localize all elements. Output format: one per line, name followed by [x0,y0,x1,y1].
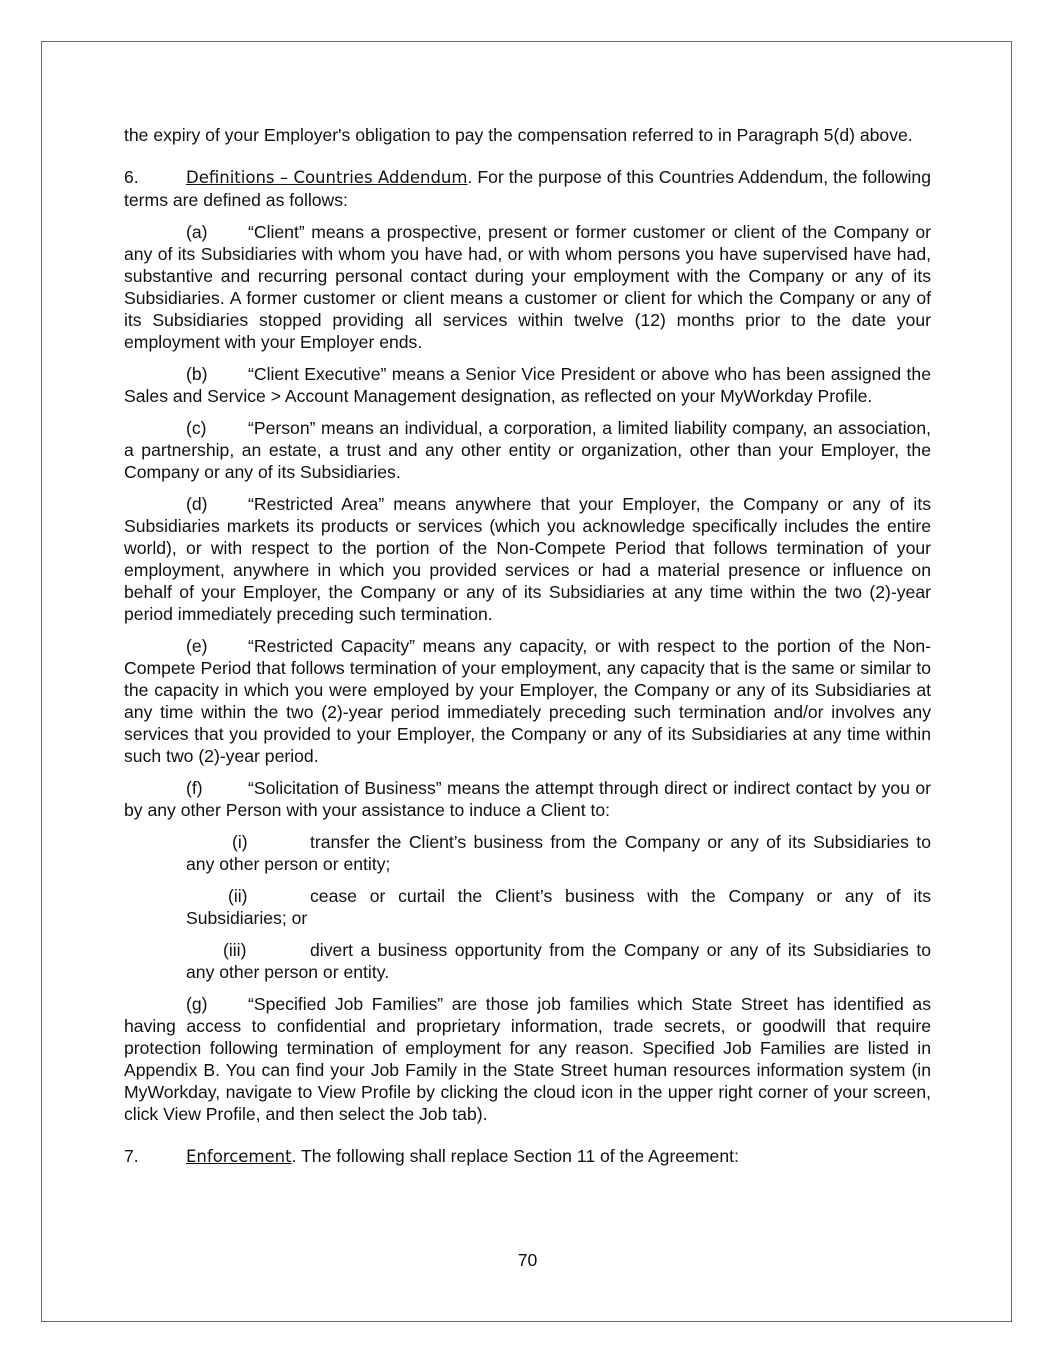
section-6-number: 6. [124,167,139,187]
definition-text: “Restricted Area” means anywhere that your Employer, the Company or any of its Subsidiaries markets its products or services (which you acknowledge specifically includes the entire world), or with respect to the portion of the Non-Compete Period that follows termination of your employment, anywhere in which you provided services or had a material presence or influence on behalf of your Employer, the Company or any of its Subsidiaries at any time within the two (2)-year period immediately preceding such termination. [124,494,931,624]
definition-label: (f) [186,778,203,798]
subitem-text: transfer the Client’s business from the Company or any of its Subsidiaries to any other person or entity; [186,832,931,874]
continuation-paragraph: the expiry of your Employer's obligation to pay the compensation referred to in Paragraph 5(d) above. [124,125,913,145]
subitem-ii [186,885,931,929]
section-7-title: Enforcement [186,1147,292,1166]
subitem-text: divert a business opportunity from the Company or any of its Subsidiaries to any other person or entity. [186,940,931,982]
subitem-label: (iii) [223,940,247,960]
definition-b [124,363,931,407]
section-6-intro: . For the purpose of this Countries Addendum, the following terms are defined as follows: [124,167,931,210]
definition-e [124,635,931,767]
definition-text: “Specified Job Families” are those job families which State Street has identified as having access to confidential and proprietary information, trade secrets, or goodwill that require protection following termination of employment for any reason. Specified Job Families are listed in Appendix B. You can find your Job Family in the State Street human resources information system (in MyWorkday, navigate to View Profile by clicking the cloud icon in the upper right corner of your screen, click View Profile, and then select the Job tab). [124,994,931,1124]
definition-text: “Person” means an individual, a corporation, a limited liability company, an association, a partnership, an estate, a trust and any other entity or organization, other than your Employer, the Company or any of its Subsidiaries. [124,418,931,482]
definition-label: (b) [186,364,208,384]
section-7-heading [124,1145,931,1168]
definition-label: (d) [186,494,208,514]
section-6-heading [124,166,931,211]
definition-text: “Client” means a prospective, present or former customer or client of the Company or any of its Subsidiaries with whom you have had, or with whom persons you have supervised have had, substantive and recurring personal contact during your employment with the Company or any of its Subsidiaries. A former customer or client means a customer or client for which the Company or any of its Subsidiaries stopped providing all services within twelve (12) months prior to the date your employment with your Employer ends. [124,222,931,352]
section-7-intro: . The following shall replace Section 11 of the Agreement: [291,1146,739,1166]
definition-c [124,417,931,483]
definition-g [124,993,931,1125]
definition-label: (g) [186,994,208,1014]
document-body [124,124,931,1168]
definition-f [124,777,931,821]
page-number: 70 [517,1250,538,1270]
subitem-label: (i) [232,832,248,852]
definition-text: “Client Executive” means a Senior Vice President or above who has been assigned the Sales and Service > Account Management designation, as reflected on your MyWorkday Profile. [124,364,931,406]
subitem-label: (ii) [228,886,248,906]
subitem-iii [186,939,931,983]
section-6-title: Definitions – Countries Addendum [186,168,468,187]
subitem-i [186,831,931,875]
definition-label: (e) [186,636,208,656]
definition-label: (c) [186,418,207,438]
definition-label: (a) [186,222,208,242]
subitem-text: cease or curtail the Client’s business with the Company or any of its Subsidiaries; or [186,886,931,928]
section-7-number: 7. [124,1146,139,1166]
definition-text: “Restricted Capacity” means any capacity, or with respect to the portion of the Non-Compete Period that follows termination of your employment, any capacity that is the same or similar to the capacity in which you were employed by your Employer, the Company or any of its Subsidiaries at any time within the two (2)-year period immediately preceding such termination and/or involves any services that you provided to your Employer, the Company or any of its Subsidiaries at any time within such two (2)-year period. [124,636,931,766]
definition-a [124,221,931,353]
definition-text: “Solicitation of Business” means the attempt through direct or indirect contact by you or by any other Person with your assistance to induce a Client to: [124,778,931,820]
definition-d [124,493,931,625]
